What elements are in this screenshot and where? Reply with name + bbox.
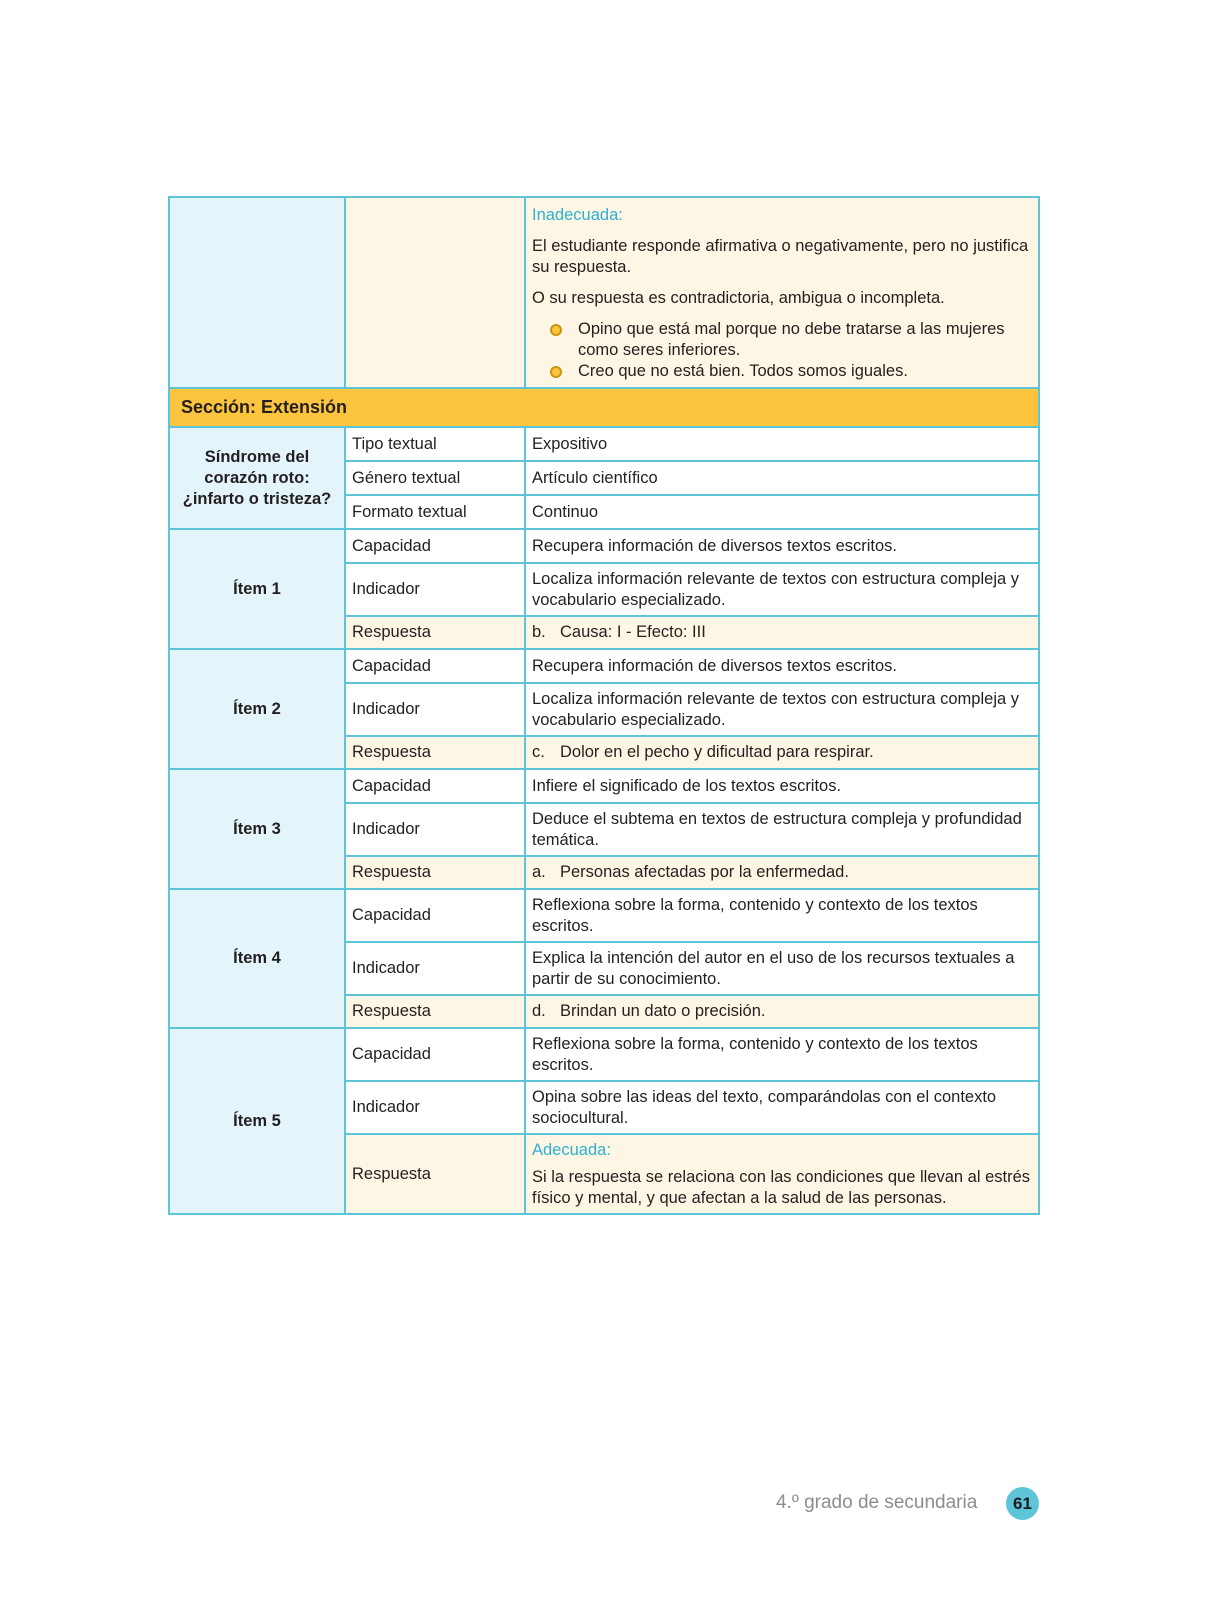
text-title: Síndrome del corazón roto: ¿infarto o tristeza?: [169, 427, 345, 529]
item-1-capacidad-row: [169, 529, 1039, 563]
item-title: Ítem 2: [169, 649, 345, 769]
indicador-value: Localiza información relevante de textos con estructura compleja y vocabulario especializado.: [525, 563, 1039, 616]
empty-label-cell: [345, 197, 525, 388]
capacidad-value: Reflexiona sobre la forma, contenido y contexto de los textos escritos.: [525, 889, 1039, 942]
text-info-label: Género textual: [345, 461, 525, 495]
indicador-value: Deduce el subtema en textos de estructura compleja y profundidad temática.: [525, 803, 1039, 856]
respuesta-label: Respuesta: [345, 616, 525, 649]
inadecuada-paragraph-1: El estudiante responde afirmativa o negativamente, pero no justifica su respuesta.: [532, 237, 1029, 276]
indicador-value: Localiza información relevante de textos con estructura compleja y vocabulario especializado.: [525, 683, 1039, 736]
bullet-text: Creo que no está bien. Todos somos iguales.: [578, 362, 908, 380]
item-title: Ítem 4: [169, 889, 345, 1028]
text-info-label: Formato textual: [345, 495, 525, 529]
indicador-value: Opina sobre las ideas del texto, comparándolas con el contexto sociocultural.: [525, 1081, 1039, 1134]
indicador-label: Indicador: [345, 1081, 525, 1134]
respuesta-label: Respuesta: [345, 995, 525, 1028]
bullet-circle-icon: [550, 366, 562, 378]
text-info-value: Artículo científico: [525, 461, 1039, 495]
item-title: Ítem 5: [169, 1028, 345, 1214]
item-2-capacidad-row: [169, 649, 1039, 683]
capacidad-label: Capacidad: [345, 769, 525, 803]
text-info-row: [169, 427, 1039, 461]
item-title: Ítem 3: [169, 769, 345, 889]
respuesta-letter: c.: [532, 743, 545, 761]
indicador-label: Indicador: [345, 803, 525, 856]
respuesta-text: Si la respuesta se relaciona con las condiciones que llevan al estrés físico y mental, y que afectan a la salud de las personas.: [532, 1168, 1031, 1207]
respuesta-label: Respuesta: [345, 1134, 525, 1214]
capacidad-label: Capacidad: [345, 1028, 525, 1081]
rubric-table: [168, 196, 1040, 1215]
respuesta-value: [525, 736, 1039, 769]
grade-footer: 4.º grado de secundaria: [776, 1492, 978, 1513]
respuesta-label: Respuesta: [345, 856, 525, 889]
capacidad-label: Capacidad: [345, 649, 525, 683]
adecuada-label: Adecuada:: [532, 1141, 611, 1159]
text-info-label: Tipo textual: [345, 427, 525, 461]
capacidad-value: Reflexiona sobre la forma, contenido y contexto de los textos escritos.: [525, 1028, 1039, 1081]
item-4-capacidad-row: [169, 889, 1039, 942]
respuesta-label: Respuesta: [345, 736, 525, 769]
inadecuada-cell: [525, 197, 1039, 388]
item-3-capacidad-row: [169, 769, 1039, 803]
respuesta-value: [525, 1134, 1039, 1214]
section-title: Sección: Extensión: [169, 388, 1039, 427]
capacidad-value: Infiere el significado de los textos escritos.: [525, 769, 1039, 803]
indicador-label: Indicador: [345, 683, 525, 736]
item-5-capacidad-row: [169, 1028, 1039, 1081]
bullet-item: [532, 319, 1032, 361]
capacidad-label: Capacidad: [345, 889, 525, 942]
indicador-label: Indicador: [345, 563, 525, 616]
respuesta-text: Dolor en el pecho y dificultad para respirar.: [560, 743, 874, 761]
indicador-value: Explica la intención del autor en el uso de los recursos textuales a partir de su conocimiento.: [525, 942, 1039, 995]
respuesta-text: Causa: I - Efecto: III: [560, 623, 706, 641]
inadecuada-label: Inadecuada:: [532, 206, 623, 224]
bullet-item: [532, 361, 1032, 382]
text-info-value: Continuo: [525, 495, 1039, 529]
text-info-value: Expositivo: [525, 427, 1039, 461]
respuesta-value: [525, 616, 1039, 649]
respuesta-text: Personas afectadas por la enfermedad.: [560, 863, 849, 881]
empty-item-cell: [169, 197, 345, 388]
inadecuada-row: [169, 197, 1039, 388]
respuesta-value: [525, 995, 1039, 1028]
bullet-circle-icon: [550, 324, 562, 336]
item-title: Ítem 1: [169, 529, 345, 649]
capacidad-value: Recupera información de diversos textos escritos.: [525, 529, 1039, 563]
inadecuada-paragraph-2: O su respuesta es contradictoria, ambigua o incompleta.: [532, 289, 945, 307]
capacidad-label: Capacidad: [345, 529, 525, 563]
respuesta-letter: a.: [532, 863, 546, 881]
bullet-text: Opino que está mal porque no debe tratarse a las mujeres como seres inferiores.: [578, 320, 1005, 359]
indicador-label: Indicador: [345, 942, 525, 995]
respuesta-value: [525, 856, 1039, 889]
respuesta-letter: d.: [532, 1002, 546, 1020]
capacidad-value: Recupera información de diversos textos escritos.: [525, 649, 1039, 683]
section-header-row: [169, 388, 1039, 427]
respuesta-letter: b.: [532, 623, 546, 641]
respuesta-text: Brindan un dato o precisión.: [560, 1002, 766, 1020]
page-number: 61: [1006, 1487, 1039, 1520]
